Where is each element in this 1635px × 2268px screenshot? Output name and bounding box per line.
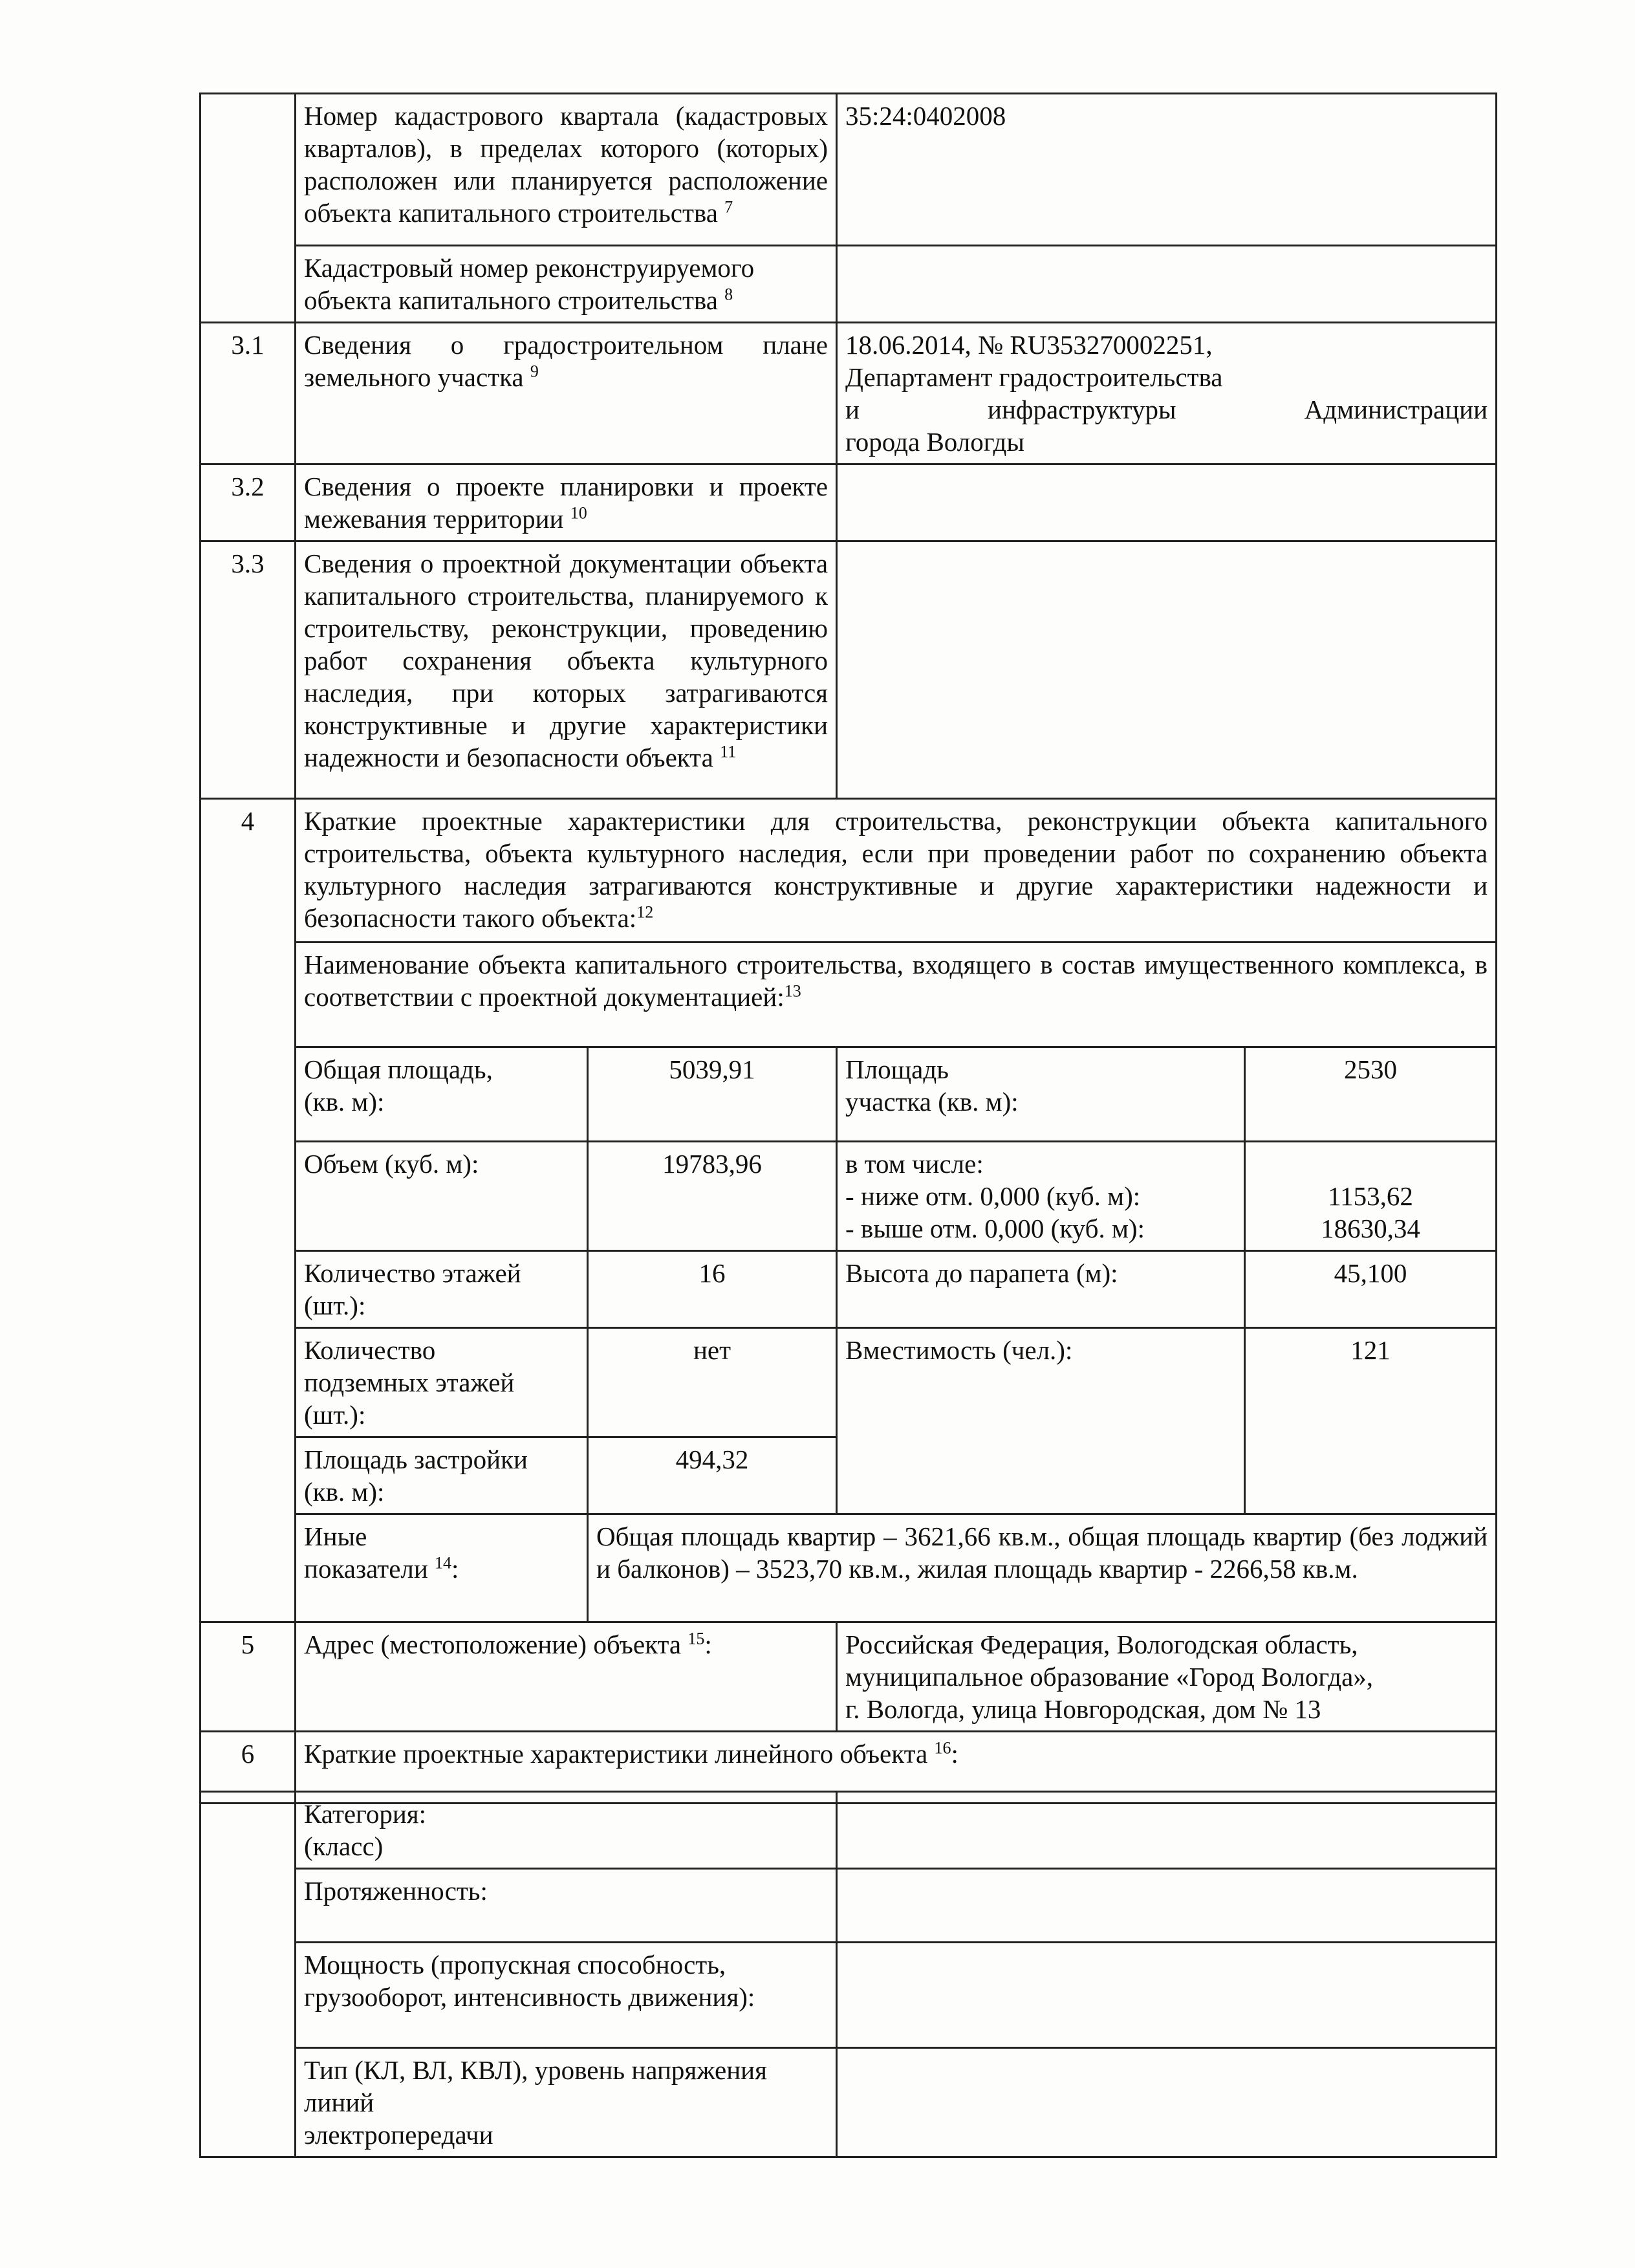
- address-value: Российская Федерация, Вологодская область, муниципальное образование «Город Вологда», г. Вологда, улица Новгородская, дом № 13: [837, 1622, 1497, 1732]
- volume-split-values: [1245, 1142, 1497, 1251]
- volume-label: Объем (куб. м):: [296, 1142, 588, 1251]
- site-area-value: 2530: [1245, 1047, 1497, 1142]
- urban-plan-line-4: города Вологды: [845, 427, 1024, 457]
- length-label: Протяженность:: [296, 1869, 837, 1943]
- line-type-value: [837, 2048, 1497, 2157]
- row-number: 3.1: [200, 323, 296, 464]
- height-value: 45,100: [1245, 1251, 1497, 1328]
- footnote-15: 15: [688, 1629, 705, 1648]
- row-floors: [200, 1251, 1497, 1328]
- row-5: [200, 1622, 1497, 1732]
- design-characteristics-label: Краткие проектные характеристики для строительства, реконструкции объекта капитального строительства, объекта культурного наследия, если при проведении работ по сохранению объекта культурного наследия затрагиваются конструктивные и другие характеристики надежности и безопасности такого объекта:$^{12}$: [296, 799, 1497, 943]
- cadastral-number-value: [837, 246, 1497, 323]
- urban-plan-line-1: 18.06.2014, № RU353270002251,: [845, 330, 1213, 360]
- row-category: [200, 1792, 1497, 1869]
- line-type-label: Тип (КЛ, ВЛ, КВЛ), уровень напряжения линий электропередачи: [296, 2048, 837, 2157]
- cadastral-quarter-value: 35:24:0402008: [837, 94, 1497, 246]
- underground-value: нет: [588, 1328, 837, 1437]
- footnote-16: 16: [934, 1738, 951, 1758]
- power-label: Мощность (пропускная способность, грузооборот, интенсивность движения):: [296, 1943, 837, 2048]
- row-4-object-name: [200, 943, 1497, 1047]
- footprint-value: 494,32: [588, 1437, 837, 1514]
- underground-label: Количество подземных этажей (шт.):: [296, 1328, 588, 1437]
- row-3-1: [200, 323, 1497, 464]
- row-4: [200, 799, 1497, 943]
- footnote-7: 7: [724, 197, 733, 217]
- footprint-label: Площадь застройки (кв. м):: [296, 1437, 588, 1514]
- row-number: 5: [200, 1622, 296, 1732]
- linear-object-label: Краткие проектные характеристики линейного объекта $^{16}$:: [296, 1732, 1497, 1804]
- urban-plan-value: [837, 323, 1497, 464]
- urban-plan-line-3: и инфраструктуры Администрации: [845, 395, 1488, 425]
- row-number: 3.2: [200, 464, 296, 541]
- row-3-2: [200, 464, 1497, 541]
- volume-above-value: 18630,34: [1321, 1214, 1420, 1244]
- urban-plan-line-2: Департамент градостроительства: [845, 362, 1223, 393]
- row-other: [200, 1514, 1497, 1622]
- row-line-type: [200, 2048, 1497, 2157]
- row-area: [200, 1047, 1497, 1142]
- row-number-cell: [200, 94, 296, 323]
- row-cadastral-number: [200, 246, 1497, 323]
- row-number: 4: [200, 799, 296, 1622]
- linear-object-table: [199, 1791, 1497, 2158]
- row-underground: [200, 1328, 1497, 1437]
- address-label: Адрес (местоположение) объекта $^{15}$:: [296, 1622, 837, 1732]
- row-cadastral-quarter: [200, 94, 1497, 246]
- row-number-cell: [200, 1792, 296, 2157]
- power-value: [837, 1943, 1497, 2048]
- project-docs-value: [837, 541, 1497, 799]
- footnote-14: 14: [435, 1553, 452, 1573]
- row-number: 6: [200, 1732, 296, 1804]
- volume-split-label: в том числе: - ниже отм. 0,000 (куб. м): - выше отм. 0,000 (куб. м):: [837, 1142, 1245, 1251]
- volume-value: 19783,96: [588, 1142, 837, 1251]
- floors-value: 16: [588, 1251, 837, 1328]
- row-volume: [200, 1142, 1497, 1251]
- total-area-label: Общая площадь, (кв. м):: [296, 1047, 588, 1142]
- other-value: Общая площадь квартир – 3621,66 кв.м., общая площадь квартир (без лоджий и балконов) – 3523,70 кв.м., жилая площадь квартир - 2266,58 кв.м.: [588, 1514, 1497, 1622]
- height-label: Высота до парапета (м):: [837, 1251, 1245, 1328]
- length-value: [837, 1869, 1497, 1943]
- planning-project-label: Сведения о проекте планировки и проекте межевания территории $^{10}$: [296, 464, 837, 541]
- volume-below-value: 1153,62: [1328, 1181, 1413, 1212]
- cadastral-number-label: Кадастровый номер реконструируемого объекта капитального строительства $^8$: [296, 246, 837, 323]
- row-3-3: [200, 541, 1497, 799]
- category-value: [837, 1792, 1497, 1869]
- planning-project-value: [837, 464, 1497, 541]
- footnote-10: 10: [570, 503, 587, 523]
- footnote-9: 9: [530, 362, 539, 381]
- row-power: [200, 1943, 1497, 2048]
- other-label: Иные показатели $^{14}$:: [296, 1514, 588, 1622]
- footnote-12: 12: [636, 902, 654, 922]
- footnote-13: 13: [784, 981, 801, 1001]
- footnote-8: 8: [724, 285, 733, 304]
- row-length: [200, 1869, 1497, 1943]
- main-form-table: [199, 93, 1497, 1804]
- capacity-value: 121: [1245, 1328, 1497, 1514]
- footnote-11: 11: [720, 742, 737, 761]
- site-area-label: Площадь участка (кв. м):: [837, 1047, 1245, 1142]
- floors-label: Количество этажей (шт.):: [296, 1251, 588, 1328]
- project-docs-label: Сведения о проектной документации объекта капитального строительства, планируемого к строительству, реконструкции, проведению работ сохранения объекта культурного наследия, при которых затрагиваются конструктивные и другие характеристики надежности и безопасности объекта $^{11}$: [296, 541, 837, 799]
- object-name-label: Наименование объекта капитального строительства, входящего в состав имущественного комплекса, в соответствии с проектной документацией:$^{13}$: [296, 943, 1497, 1047]
- capacity-label: Вместимость (чел.):: [837, 1328, 1245, 1514]
- urban-plan-label: Сведения о градостроительном плане земельного участка $^9$: [296, 323, 837, 464]
- row-number: 3.3: [200, 541, 296, 799]
- category-label: Категория: (класс): [296, 1792, 837, 1869]
- total-area-value: 5039,91: [588, 1047, 837, 1142]
- cadastral-quarter-label: Номер кадастрового квартала (кадастровых кварталов), в пределах которого (которых) расположен или планируется расположение объекта капитального строительства $^7$: [296, 94, 837, 246]
